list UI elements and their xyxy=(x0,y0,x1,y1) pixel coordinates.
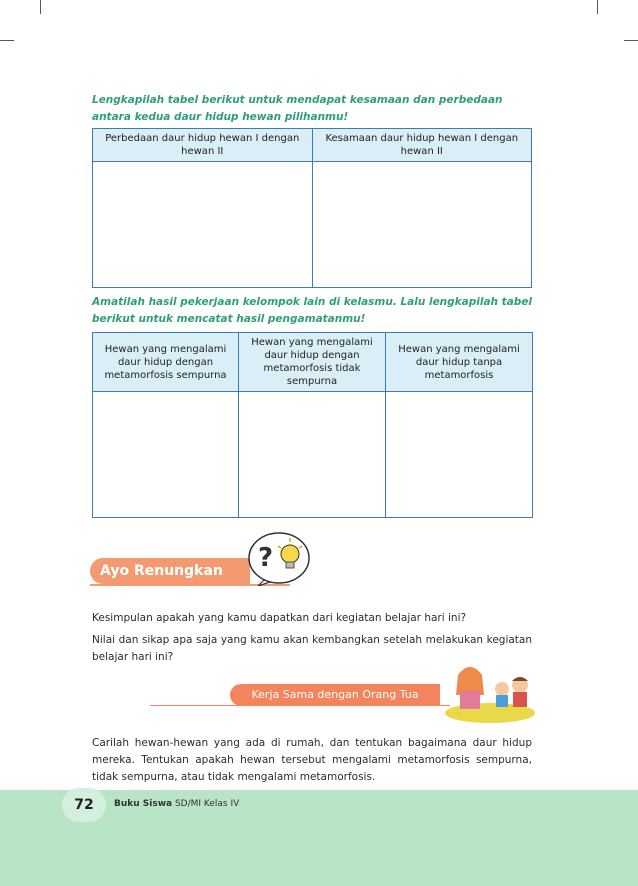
comparison-table xyxy=(92,128,532,288)
reflect-question-1: Kesimpulan apakah yang kamu dapatkan dari kegiatan belajar hari ini? xyxy=(92,612,467,624)
table-header: Hewan yang mengalami daur hidup tanpa metamorfosis xyxy=(386,333,533,392)
table-cell[interactable] xyxy=(93,162,313,288)
parents-text: Carilah hewan-hewan yang ada di rumah, dan tentukan bagaimana daur hidup mereka. Tentukan apakah hewan tersebut mengalami metamorfosis sempurna, tidak sempurna, atau tidak mengalami metamorfosis. xyxy=(92,737,532,783)
page-number: 72 xyxy=(62,788,106,822)
table-header: Hewan yang mengalami daur hidup dengan metamorfosis sempurna xyxy=(93,333,239,392)
crop-mark xyxy=(597,0,598,14)
instruction-1: Lengkapilah tabel berikut untuk mendapat kesamaan dan perbedaan antara kedua daur hidup hewan pilihanmu! xyxy=(92,94,503,123)
crop-mark xyxy=(0,40,14,41)
crop-mark xyxy=(624,40,638,41)
table-cell[interactable] xyxy=(239,392,386,518)
book-title-bold: Buku Siswa xyxy=(114,799,173,809)
table-cell[interactable] xyxy=(312,162,532,288)
table-cell[interactable] xyxy=(386,392,533,518)
table-header: Hewan yang mengalami daur hidup dengan metamorfosis tidak sempurna xyxy=(239,333,386,392)
family-illustration-icon xyxy=(440,655,540,725)
book-title-rest: SD/MI Kelas IV xyxy=(172,799,240,809)
reflect-question-2: Nilai dan sikap apa saja yang kamu akan kembangkan setelah melakukan kegiatan belajar hari ini? xyxy=(92,634,532,663)
observation-table xyxy=(92,332,533,518)
book-title xyxy=(114,799,239,809)
crop-mark xyxy=(40,0,41,14)
reflect-badge: Ayo Renungkan xyxy=(90,558,250,584)
table-header: Perbedaan daur hidup hewan I dengan hewan II xyxy=(93,129,313,162)
question-bulb-icon xyxy=(246,530,312,586)
parents-badge: Kerja Sama dengan Orang Tua xyxy=(230,684,440,706)
table-cell[interactable] xyxy=(93,392,239,518)
table-header: Kesamaan daur hidup hewan I dengan hewan II xyxy=(312,129,532,162)
instruction-2: Amatilah hasil pekerjaan kelompok lain di kelasmu. Lalu lengkapilah tabel berikut untuk mencatat hasil pengamatanmu! xyxy=(92,296,533,325)
svg-text:?: ? xyxy=(258,543,274,573)
